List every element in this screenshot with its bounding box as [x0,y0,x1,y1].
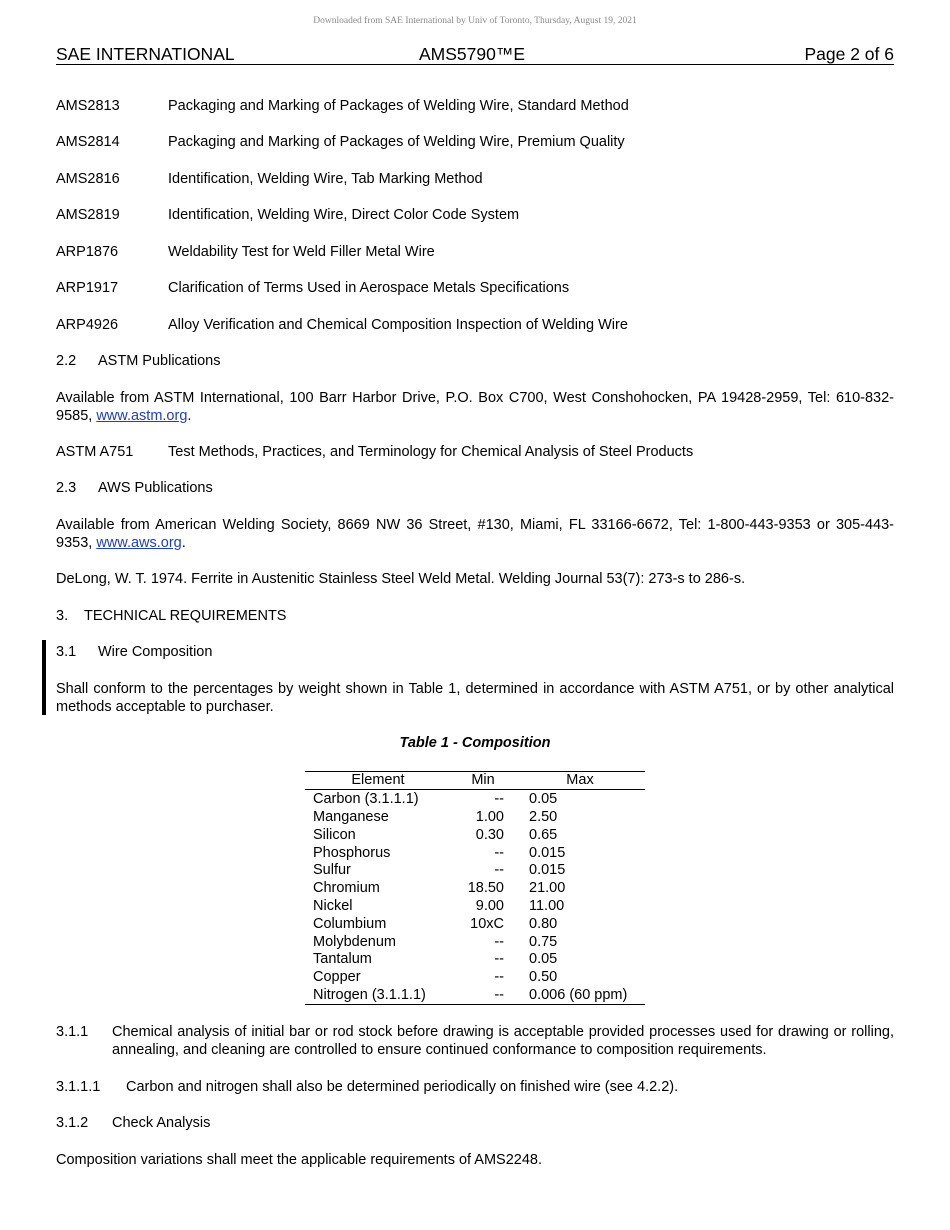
cell-min: -- [494,845,504,861]
section-2-3-title: AWS Publications [98,480,213,496]
table-row [305,809,645,827]
reference-code: AMS2814 [56,134,120,150]
astm-availability-text: Available from ASTM International, 100 Barr Harbor Drive, P.O. Box C700, West Conshohocken, PA 19428-2959, Tel: 610-832-9585, [56,390,894,424]
cell-element: Columbium [313,916,387,932]
section-3-1-number: 3.1 [56,644,77,660]
cell-min: -- [494,791,504,807]
section-3-1-paragraph: Shall conform to the percentages by weight shown in Table 1, determined in accordance with ASTM A751, or by other analytical methods acceptable to purchaser. [56,681,894,715]
section-3-1-2-number: 3.1.2 [56,1115,89,1131]
aws-period: . [181,534,186,551]
table-row [305,880,645,898]
header-max: Max [566,772,594,788]
aws-availability-text: Available from American Welding Society, 8669 NW 36 Street, #130, Miami, FL 33166-6672, Tel: 1-800-443-9353 or 305-443-9353, [56,517,894,551]
header-doc-id: AMS5790™E [419,44,526,64]
cell-min: 18.50 [467,880,504,896]
table-1-caption: Table 1 - Composition [399,735,551,751]
cell-min: 0.30 [475,827,504,843]
section-3-1-1-1-text: Carbon and nitrogen shall also be determined periodically on finished wire (see 4.2.2). [126,1079,679,1095]
aws-website-link[interactable]: www.aws.org [96,534,182,551]
astm-availability-paragraph [56,390,894,425]
cell-min: -- [494,987,504,1003]
section-2-2-number: 2.2 [56,353,77,369]
header-page-number: Page 2 of 6 [804,44,894,64]
reference-title: Identification, Welding Wire, Tab Marking Method [168,171,483,187]
cell-min: -- [494,934,504,950]
cell-min: -- [494,951,504,967]
header-org: SAE INTERNATIONAL [56,44,235,64]
reference-code: ARP4926 [56,317,119,333]
cell-element: Manganese [313,809,389,825]
table-row [305,951,645,969]
cell-element: Sulfur [313,862,351,878]
reference-code: AMS2813 [56,98,120,114]
cell-max: 0.006 (60 ppm) [529,987,628,1003]
reference-code: ARP1876 [56,244,119,260]
cell-max: 0.05 [529,951,558,967]
section-2-3-number: 2.3 [56,480,77,496]
table-header-rule [305,789,645,790]
astm-website-link[interactable]: www.astm.org [96,407,188,424]
table-row [305,934,645,952]
reference-code: ARP1917 [56,280,119,296]
astm-period: . [187,407,192,424]
cell-max: 0.65 [529,827,558,843]
reference-title: Packaging and Marking of Packages of Welding Wire, Premium Quality [168,134,625,150]
reference-code: AMS2819 [56,207,120,223]
cell-max: 0.015 [529,862,566,878]
table-row [305,791,645,809]
cell-max: 21.00 [529,880,566,896]
cell-element: Nickel [313,898,353,914]
reference-title: Alloy Verification and Chemical Composition Inspection of Welding Wire [168,317,628,333]
cell-max: 0.80 [529,916,558,932]
table-row [305,827,645,845]
header-element: Element [351,772,405,788]
reference-code: AMS2816 [56,171,120,187]
table-row [305,916,645,934]
reference-title: Weldability Test for Weld Filler Metal Wire [168,244,435,260]
revision-change-bar [42,640,46,715]
cell-element: Chromium [313,880,380,896]
cell-min: -- [494,969,504,985]
cell-min: -- [494,862,504,878]
cell-element: Tantalum [313,951,372,967]
table-header-row [305,772,645,790]
section-3-1-2-paragraph: Composition variations shall meet the applicable requirements of AMS2248. [56,1152,543,1168]
table-row [305,862,645,880]
cell-max: 0.015 [529,845,566,861]
delong-citation: DeLong, W. T. 1974. Ferrite in Austenitic Stainless Steel Weld Metal. Welding Journal 53(7): 273-s to 286-s. [56,571,746,587]
table-row [305,987,645,1005]
cell-min: 1.00 [475,809,504,825]
section-3-title: TECHNICAL REQUIREMENTS [84,608,287,624]
section-3-1-1-paragraph: Chemical analysis of initial bar or rod stock before drawing is acceptable provided processes used for drawing or rolling, annealing, and cleaning are controlled to ensure continued conformance to composition requirements. [112,1024,894,1058]
cell-element: Molybdenum [313,934,397,950]
cell-min: 9.00 [475,898,504,914]
section-3-1-1-1-number: 3.1.1.1 [56,1079,101,1095]
reference-title: Identification, Welding Wire, Direct Color Code System [168,207,520,223]
table-row [305,898,645,916]
download-banner: Downloaded from SAE International by Univ of Toronto, Thursday, August 19, 2021 [313,16,637,26]
cell-min: 10xC [470,916,504,932]
section-3-number: 3. [56,608,69,624]
reference-title: Clarification of Terms Used in Aerospace Metals Specifications [168,280,570,296]
cell-element: Silicon [313,827,356,843]
table-bottom-rule [305,1004,645,1005]
section-3-1-title: Wire Composition [98,644,213,660]
cell-max: 2.50 [529,809,558,825]
table-row [305,845,645,863]
header-min: Min [471,772,495,788]
aws-availability-paragraph [56,517,894,552]
cell-max: 0.05 [529,791,558,807]
section-3-1-2-title: Check Analysis [112,1115,211,1131]
cell-element: Carbon (3.1.1.1) [313,791,419,807]
cell-element: Copper [313,969,361,985]
reference-title: Packaging and Marking of Packages of Welding Wire, Standard Method [168,98,629,114]
section-3-1-1-number: 3.1.1 [56,1024,89,1040]
page-header [56,44,894,65]
reference-code: ASTM A751 [56,444,134,460]
cell-element: Nitrogen (3.1.1.1) [313,987,426,1003]
cell-max: 0.50 [529,969,558,985]
cell-max: 0.75 [529,934,558,950]
section-2-2-title: ASTM Publications [98,353,221,369]
table-row [305,969,645,987]
cell-element: Phosphorus [313,845,391,861]
cell-max: 11.00 [529,898,565,914]
reference-title: Test Methods, Practices, and Terminology for Chemical Analysis of Steel Products [168,444,694,460]
